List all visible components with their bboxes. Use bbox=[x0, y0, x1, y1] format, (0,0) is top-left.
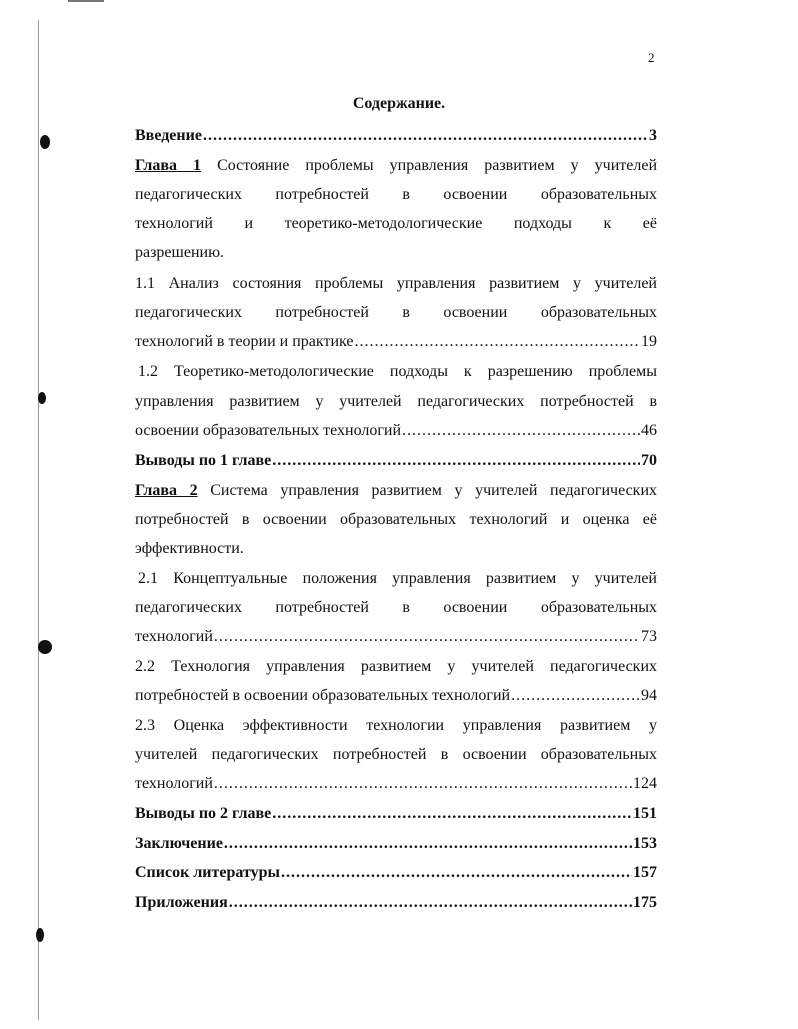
dot-leader bbox=[203, 126, 648, 146]
dot-leader bbox=[355, 332, 641, 352]
toc-section-1-1-line-1[interactable]: 1.1 Анализ состояния проблемы управления развитием у учителей bbox=[135, 275, 657, 292]
dot-leader bbox=[272, 804, 632, 824]
toc-section-1-2-line-1[interactable]: 1.2 Теоретико-методологические подходы к разрешению проблемы bbox=[138, 363, 657, 380]
toc-section-2-3-line-3: технологий ..... 124 bbox=[135, 774, 657, 794]
dot-leader bbox=[214, 627, 640, 647]
toc-entry-appendix[interactable]: Приложения ..... 175 bbox=[135, 893, 657, 913]
toc-section-2-1-line-2: педагогических потребностей в освоении образовательных bbox=[135, 599, 657, 616]
toc-entry-intro[interactable] bbox=[135, 126, 657, 146]
toc-chapter-1-line-4: разрешению. bbox=[135, 244, 225, 261]
toc-section-1-2-line-2: управления развитием у учителей педагогических потребностей в bbox=[135, 393, 657, 410]
toc-section-2-3-line-1[interactable]: 2.3 Оценка эффективности технологии управления развитием у bbox=[135, 717, 657, 734]
toc-chapter-1-line-3: технологий и теоретико-методологические подходы к её bbox=[135, 215, 657, 232]
punch-hole-mark bbox=[38, 392, 46, 404]
page-title: Содержание. bbox=[352, 95, 446, 112]
toc-page: 73 bbox=[641, 628, 657, 645]
toc-page: 46 bbox=[641, 422, 657, 439]
chapter-label: Глава 1 bbox=[135, 157, 202, 174]
toc-entry-conclusion[interactable]: Заключение ..... 153 bbox=[135, 834, 657, 854]
toc-page: 19 bbox=[641, 333, 657, 350]
page-number: 2 bbox=[648, 50, 655, 65]
toc-entry-references[interactable]: Список литературы ..... 157 bbox=[135, 863, 657, 883]
toc-section-2-2-line-1[interactable]: 2.2 Технология управления развитием у учителей педагогических bbox=[135, 658, 657, 675]
toc-section-1-2-line-3: освоении образовательных технологий ..... 46 bbox=[135, 421, 657, 441]
punch-hole-mark bbox=[38, 640, 52, 654]
toc-section-1-1-line-3: технологий в теории и практике ..... 19 bbox=[135, 332, 657, 352]
toc-page: 3 bbox=[649, 127, 657, 144]
toc-chapter-2-line-2: потребностей в освоении образовательных технологий и оценка её bbox=[135, 511, 657, 528]
dot-leader bbox=[511, 686, 640, 706]
dot-leader bbox=[281, 863, 632, 883]
dot-leader bbox=[214, 774, 632, 794]
toc-page: 94 bbox=[641, 687, 657, 704]
toc-section-2-1-line-3: технологий ..... 73 bbox=[135, 627, 657, 647]
punch-hole-mark bbox=[40, 135, 50, 149]
toc-page: 124 bbox=[633, 775, 657, 792]
dot-leader bbox=[272, 451, 640, 471]
toc-chapter-1-line-1[interactable]: Глава 1 Состояние проблемы управления развитием у учителей bbox=[135, 157, 657, 174]
toc-section-1-1-line-2: педагогических потребностей в освоении образовательных bbox=[135, 304, 657, 321]
toc-page: 70 bbox=[641, 452, 657, 469]
toc-section-2-1-line-1[interactable]: 2.1 Концептуальные положения управления развитием у учителей bbox=[138, 570, 657, 587]
toc-page: 157 bbox=[633, 864, 657, 881]
toc-entry-conclusions-1[interactable]: Выводы по 1 главе ..... 70 bbox=[135, 451, 657, 471]
toc-chapter-2-line-1[interactable]: Глава 2 Система управления развитием у учителей педагогических bbox=[135, 482, 657, 499]
toc-page: 175 bbox=[633, 894, 657, 911]
toc-label: Введение bbox=[135, 127, 202, 144]
toc-section-2-3-line-2: учителей педагогических потребностей в освоении образовательных bbox=[135, 746, 657, 763]
toc-chapter-2-line-3: эффективности. bbox=[135, 540, 244, 557]
dot-leader bbox=[224, 834, 632, 854]
toc-page: 153 bbox=[633, 835, 657, 852]
toc-chapter-1-line-2: педагогических потребностей в освоении образовательных bbox=[135, 186, 657, 203]
scan-artifact bbox=[68, 0, 104, 2]
toc-page: 151 bbox=[633, 805, 657, 822]
dot-leader bbox=[229, 893, 632, 913]
dot-leader bbox=[402, 421, 640, 441]
punch-hole-mark bbox=[36, 928, 44, 942]
toc-section-2-2-line-2: потребностей в освоении образовательных технологий ..... 94 bbox=[135, 686, 657, 706]
chapter-label: Глава 2 bbox=[135, 482, 198, 499]
toc-entry-conclusions-2[interactable]: Выводы по 2 главе ..... 151 bbox=[135, 804, 657, 824]
binding-edge bbox=[38, 20, 39, 1020]
